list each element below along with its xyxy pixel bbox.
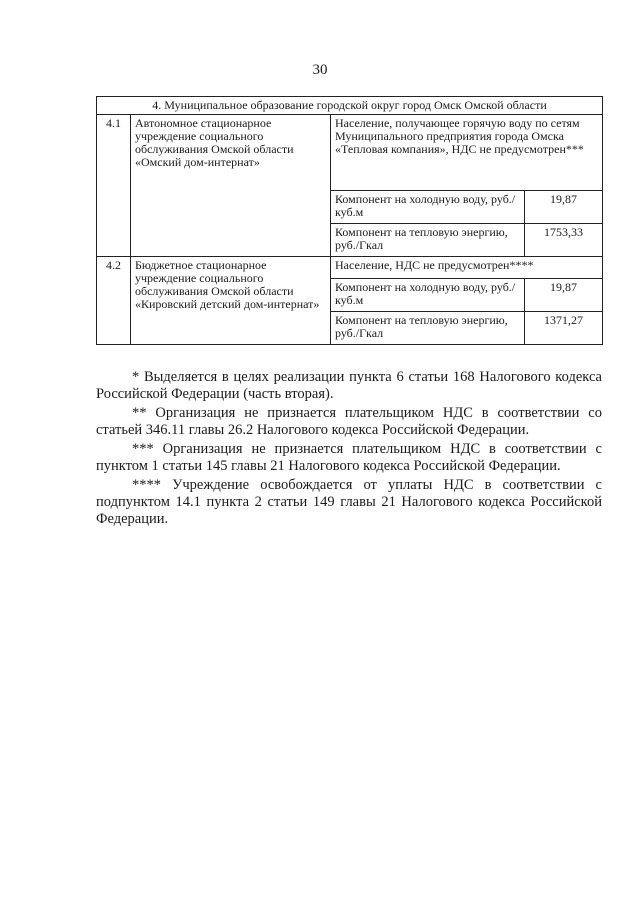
- footnote: ** Организация не признается плательщиком НДС в соответствии со статьей 346.11 главы 26.2 Налогового кодекса Российской Федерации.: [96, 405, 602, 438]
- footnote: **** Учреждение освобождается от уплаты НДС в соответствии с подпунктом 14.1 пункта 2 статьи 149 главы 21 Налогового кодекса Российской Федерации.: [96, 477, 602, 527]
- consumer-group: Население, получающее горячую воду по сетям Муниципального предприятия города Омска «Тепловая компания», НДС не предусмотрен***: [331, 115, 603, 191]
- component-value: 19,87: [525, 191, 603, 224]
- component-value: 19,87: [525, 279, 603, 312]
- table-row: [97, 115, 603, 191]
- tariff-table: [96, 96, 603, 345]
- component-name: Компонент на холодную воду, руб./куб.м: [331, 191, 525, 224]
- table-row: [97, 257, 603, 279]
- row-number: 4.2: [97, 257, 131, 345]
- section-title: 4. Муниципальное образование городской округ город Омск Омской области: [97, 97, 603, 115]
- component-name: Компонент на холодную воду, руб./куб.м: [331, 279, 525, 312]
- component-name: Компонент на тепловую энергию, руб./Гкал: [331, 224, 525, 257]
- consumer-group: Население, НДС не предусмотрен****: [331, 257, 603, 279]
- footnote: *** Организация не признается плательщиком НДС в соответствии с пунктом 1 статьи 145 главы 21 Налогового кодекса Российской Федерации.: [96, 441, 602, 474]
- section-row: [97, 97, 603, 115]
- footnote: * Выделяется в целях реализации пункта 6 статьи 168 Налогового кодекса Российской Федерации (часть вторая).: [96, 369, 602, 402]
- row-number: 4.1: [97, 115, 131, 257]
- footnotes: [96, 369, 602, 530]
- component-name: Компонент на тепловую энергию, руб./Гкал: [331, 312, 525, 345]
- component-value: 1753,33: [525, 224, 603, 257]
- page-number: 30: [312, 62, 328, 78]
- component-value: 1371,27: [525, 312, 603, 345]
- organization-name: Автономное стационарное учреждение социального обслуживания Омской области «Омский дом-интернат»: [131, 115, 331, 257]
- organization-name: Бюджетное стационарное учреждение социального обслуживания Омской области «Кировский детский дом-интернат»: [131, 257, 331, 345]
